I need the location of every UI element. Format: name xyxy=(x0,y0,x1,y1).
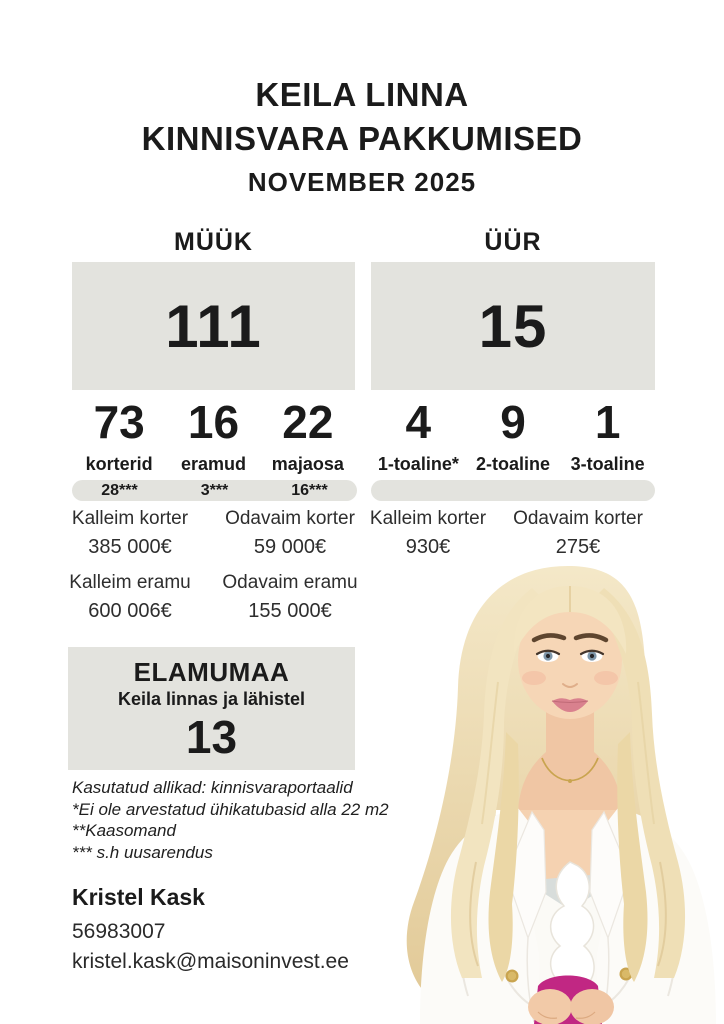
contact-name: Kristel Kask xyxy=(72,884,205,910)
stat-1-room-label: 1-toaline* xyxy=(377,454,459,474)
price-value: 275€ xyxy=(555,536,601,558)
contact-phone: 56983007 xyxy=(72,920,166,943)
left-hand xyxy=(528,989,572,1024)
price-label: Odavaim korter xyxy=(225,508,355,529)
sale-subcounts-pill xyxy=(72,480,357,501)
stat-apartments-label: korterid xyxy=(85,454,153,474)
price-value: 155 000€ xyxy=(248,600,332,622)
rent-total-count: 15 xyxy=(478,292,548,360)
price-value: 930€ xyxy=(405,536,451,558)
land-title: ELAMUMAA xyxy=(133,657,290,687)
sale-subcount-houses: 3*** xyxy=(200,482,229,499)
agent-photo xyxy=(380,562,724,1024)
rent-most-expensive-apartment xyxy=(343,508,513,559)
price-value: 59 000€ xyxy=(253,536,327,558)
title-line-2: KINNISVARA PAKKUMISED xyxy=(141,120,583,157)
price-label: Odavaim korter xyxy=(513,508,643,529)
title-line-1: KEILA LINNA xyxy=(255,76,469,113)
sale-most-expensive-house xyxy=(45,572,215,623)
left-pupil xyxy=(546,654,550,658)
stat-3-room xyxy=(560,396,655,475)
price-label: Odavaim eramu xyxy=(222,572,358,593)
rent-section-label: ÜÜR xyxy=(484,228,542,256)
stat-apartments xyxy=(72,396,166,475)
contact-email: kristel.kask@maisoninvest.ee xyxy=(72,950,349,973)
stat-2-room-value: 9 xyxy=(500,396,526,448)
sale-section-label: MÜÜK xyxy=(174,228,253,256)
rent-total-box xyxy=(371,262,655,390)
sale-stats-row xyxy=(72,396,355,475)
footnote-sources: Kasutatud allikad: kinnisvaraportaalid xyxy=(72,778,353,797)
sale-subcount-house-shares: 16*** xyxy=(291,482,328,499)
right-hand xyxy=(570,989,614,1024)
stat-1-room-value: 4 xyxy=(405,396,432,448)
stat-apartments-value: 73 xyxy=(93,396,145,448)
stat-2-room xyxy=(466,396,561,475)
stat-3-room-label: 3-toaline xyxy=(570,454,645,474)
land-count: 13 xyxy=(185,711,238,763)
sale-total-box xyxy=(72,262,355,390)
footnotes xyxy=(72,777,389,863)
price-value: 600 006€ xyxy=(88,600,172,622)
price-label: Kalleim korter xyxy=(369,508,487,529)
stat-houses xyxy=(166,396,260,475)
stat-1-room xyxy=(371,396,466,475)
sale-total-count: 111 xyxy=(165,292,262,360)
stat-3-room-value: 1 xyxy=(594,396,621,448)
footnote-asterisk-3: *** s.h uusarendus xyxy=(72,842,213,862)
sale-cheapest-house xyxy=(205,572,375,623)
stat-houses-value: 16 xyxy=(187,396,240,448)
price-label: Kalleim eramu xyxy=(69,572,191,593)
blouse-ruffle xyxy=(551,862,594,986)
stat-house-shares-label: majaosa xyxy=(271,454,344,474)
stat-house-shares-value: 22 xyxy=(282,396,334,448)
footnote-asterisk-1: *Ei ole arvestatud ühikatubasid alla 22 m2 xyxy=(72,799,389,819)
portrait-group xyxy=(407,566,716,1024)
stat-houses-label: eramud xyxy=(180,454,246,474)
right-pupil xyxy=(590,654,594,658)
rent-cheapest-apartment xyxy=(493,508,663,559)
rent-stats-row xyxy=(371,396,655,475)
sale-subcount-apartments: 28*** xyxy=(101,482,138,499)
necklace-pendant xyxy=(568,779,572,783)
stat-2-room-label: 2-toaline xyxy=(476,454,551,474)
right-blush xyxy=(594,671,618,685)
subtitle-month: NOVEMBER 2025 xyxy=(247,167,477,197)
rent-subcounts-pill xyxy=(371,480,655,501)
gold-button-inner xyxy=(622,970,630,978)
stat-house-shares xyxy=(261,396,355,475)
residential-land-box xyxy=(68,647,355,770)
footnote-asterisk-2: **Kaasomand xyxy=(72,821,176,840)
sale-most-expensive-apartment xyxy=(45,508,215,559)
land-subtitle: Keila linnas ja lähistel xyxy=(117,689,306,709)
price-value: 385 000€ xyxy=(88,536,172,558)
price-label: Kalleim korter xyxy=(71,508,189,529)
left-blush xyxy=(522,671,546,685)
gold-button-inner xyxy=(508,972,516,980)
